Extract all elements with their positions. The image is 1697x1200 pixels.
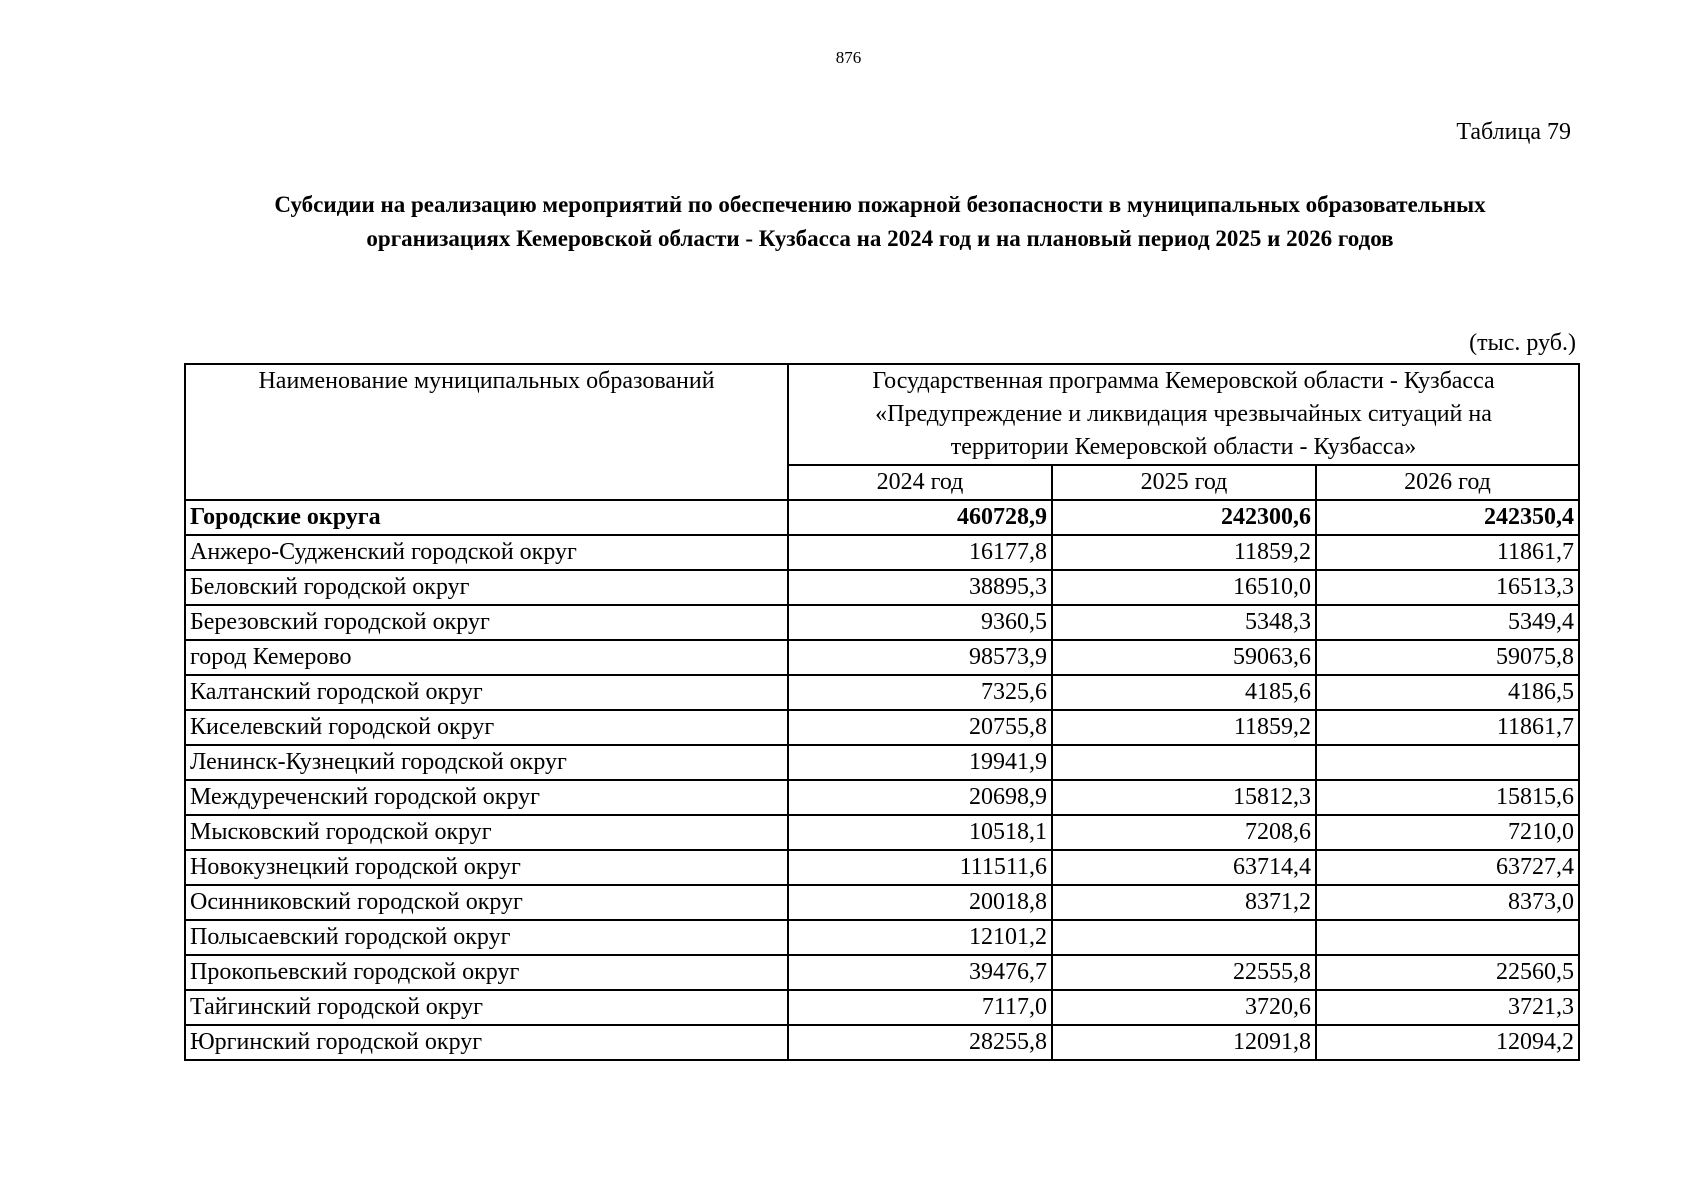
- table-header-row: [185, 364, 1579, 465]
- subsidies-table: [184, 363, 1580, 1061]
- municipality-name-cell: Новокузнецкий городской округ: [185, 850, 788, 885]
- value-2026-cell: 8373,0: [1316, 885, 1579, 920]
- table-row: [185, 605, 1579, 640]
- total-2025-cell: 242300,6: [1052, 500, 1316, 535]
- value-2024-cell: 20698,9: [788, 780, 1052, 815]
- value-2025-cell: [1052, 745, 1316, 780]
- value-2025-cell: 22555,8: [1052, 955, 1316, 990]
- municipality-name-cell: Полысаевский городской округ: [185, 920, 788, 955]
- table-row: [185, 815, 1579, 850]
- municipality-name-cell: Ленинск-Кузнецкий городской округ: [185, 745, 788, 780]
- value-2026-cell: 22560,5: [1316, 955, 1579, 990]
- value-2024-cell: 10518,1: [788, 815, 1052, 850]
- value-2026-cell: [1316, 920, 1579, 955]
- municipality-name-cell: город Кемерово: [185, 640, 788, 675]
- municipality-name-cell: Юргинский городской округ: [185, 1025, 788, 1060]
- value-2026-cell: 63727,4: [1316, 850, 1579, 885]
- table-row: [185, 955, 1579, 990]
- table-row: [185, 920, 1579, 955]
- value-2026-cell: 3721,3: [1316, 990, 1579, 1025]
- value-2025-cell: 4185,6: [1052, 675, 1316, 710]
- value-2026-cell: 12094,2: [1316, 1025, 1579, 1060]
- municipality-name-cell: Березовский городской округ: [185, 605, 788, 640]
- year-2025-header: 2025 год: [1052, 465, 1316, 500]
- document-title: [180, 188, 1580, 256]
- value-2025-cell: 5348,3: [1052, 605, 1316, 640]
- value-2026-cell: 5349,4: [1316, 605, 1579, 640]
- value-2024-cell: 20018,8: [788, 885, 1052, 920]
- table-row: [185, 1025, 1579, 1060]
- program-header-line-3: территории Кемеровской области - Кузбасса»: [950, 434, 1417, 460]
- table-row: [185, 570, 1579, 605]
- value-2025-cell: 11859,2: [1052, 535, 1316, 570]
- value-2024-cell: 9360,5: [788, 605, 1052, 640]
- table-row: [185, 780, 1579, 815]
- value-2024-cell: 20755,8: [788, 710, 1052, 745]
- value-2025-cell: 59063,6: [1052, 640, 1316, 675]
- value-2025-cell: [1052, 920, 1316, 955]
- value-2024-cell: 39476,7: [788, 955, 1052, 990]
- table-row: [185, 675, 1579, 710]
- value-2026-cell: 7210,0: [1316, 815, 1579, 850]
- document-title-line-2: организациях Кемеровской области - Кузбасса на 2024 год и на плановый период 2025 и 2026 годов: [366, 226, 1394, 251]
- value-2025-cell: 12091,8: [1052, 1025, 1316, 1060]
- table-row: [185, 850, 1579, 885]
- total-2026-cell: 242350,4: [1316, 500, 1579, 535]
- value-2025-cell: 16510,0: [1052, 570, 1316, 605]
- value-2024-cell: 38895,3: [788, 570, 1052, 605]
- value-2024-cell: 7325,6: [788, 675, 1052, 710]
- municipality-name-cell: Междуреченский городской округ: [185, 780, 788, 815]
- table-row: [185, 640, 1579, 675]
- program-column-header: [788, 364, 1579, 465]
- value-2026-cell: 11861,7: [1316, 535, 1579, 570]
- municipality-name-cell: Мысковский городской округ: [185, 815, 788, 850]
- document-title-line-1: Субсидии на реализацию мероприятий по обеспечению пожарной безопасности в муниципальных образовательных: [274, 192, 1486, 217]
- table-row: [185, 885, 1579, 920]
- value-2024-cell: 7117,0: [788, 990, 1052, 1025]
- value-2026-cell: 11861,7: [1316, 710, 1579, 745]
- municipality-name-cell: Калтанский городской округ: [185, 675, 788, 710]
- page-number: 876: [835, 48, 862, 67]
- municipality-name-cell: Беловский городской округ: [185, 570, 788, 605]
- table-total-row: [185, 500, 1579, 535]
- units-label: (тыс. руб.): [1469, 330, 1576, 356]
- municipality-name-cell: Тайгинский городской округ: [185, 990, 788, 1025]
- value-2026-cell: 16513,3: [1316, 570, 1579, 605]
- table-row: [185, 535, 1579, 570]
- year-2024-header: 2024 год: [788, 465, 1052, 500]
- value-2024-cell: 16177,8: [788, 535, 1052, 570]
- table-row: [185, 745, 1579, 780]
- program-header-line-2: «Предупреждение и ликвидация чрезвычайных ситуаций на: [875, 401, 1492, 427]
- value-2024-cell: 12101,2: [788, 920, 1052, 955]
- table-row: [185, 710, 1579, 745]
- value-2025-cell: 11859,2: [1052, 710, 1316, 745]
- value-2026-cell: 4186,5: [1316, 675, 1579, 710]
- value-2024-cell: 19941,9: [788, 745, 1052, 780]
- value-2026-cell: 59075,8: [1316, 640, 1579, 675]
- total-2024-cell: 460728,9: [788, 500, 1052, 535]
- value-2024-cell: 28255,8: [788, 1025, 1052, 1060]
- total-name-cell: Городские округа: [185, 500, 788, 535]
- value-2024-cell: 98573,9: [788, 640, 1052, 675]
- municipality-name-cell: Осинниковский городской округ: [185, 885, 788, 920]
- value-2026-cell: [1316, 745, 1579, 780]
- value-2025-cell: 63714,4: [1052, 850, 1316, 885]
- year-2026-header: 2026 год: [1316, 465, 1579, 500]
- value-2024-cell: 111511,6: [788, 850, 1052, 885]
- program-header-line-1: Государственная программа Кемеровской области - Кузбасса: [872, 368, 1495, 394]
- municipality-name-cell: Анжеро-Судженский городской округ: [185, 535, 788, 570]
- value-2025-cell: 8371,2: [1052, 885, 1316, 920]
- table-label: Таблица 79: [1456, 119, 1571, 145]
- value-2026-cell: 15815,6: [1316, 780, 1579, 815]
- value-2025-cell: 3720,6: [1052, 990, 1316, 1025]
- municipality-name-cell: Киселевский городской округ: [185, 710, 788, 745]
- value-2025-cell: 15812,3: [1052, 780, 1316, 815]
- municipality-column-header: Наименование муниципальных образований: [185, 364, 788, 500]
- table-row: [185, 990, 1579, 1025]
- value-2025-cell: 7208,6: [1052, 815, 1316, 850]
- municipality-name-cell: Прокопьевский городской округ: [185, 955, 788, 990]
